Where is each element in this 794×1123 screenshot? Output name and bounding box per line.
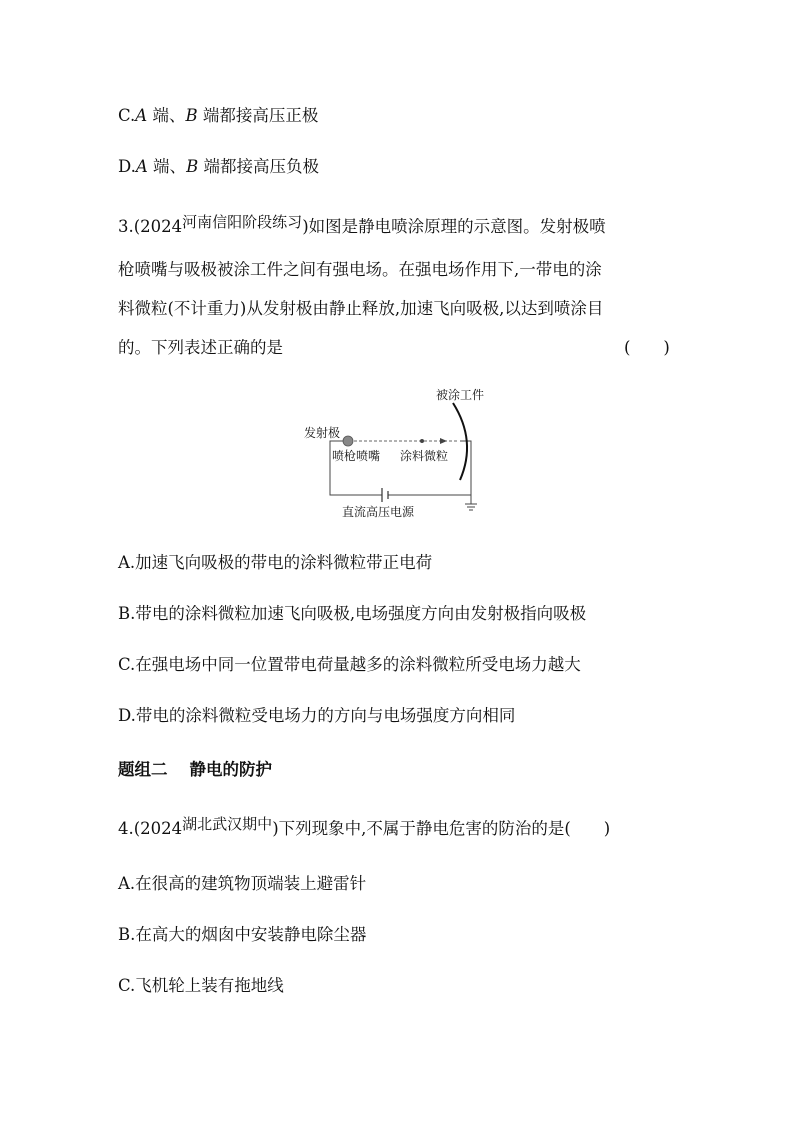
q4-option-a: A.在很高的建筑物顶端装上避雷针	[118, 874, 367, 893]
nozzle-label: 喷枪喷嘴	[332, 449, 381, 463]
q4-number: 4.(2024	[118, 819, 183, 838]
spray-diagram	[290, 380, 510, 522]
emitter-ball	[343, 436, 353, 446]
q3-option-d: D.带电的涂料微粒受电场力的方向与电场强度方向相同	[118, 706, 516, 725]
option-c-prev: C.A 端、B 端都接高压正极	[118, 106, 319, 125]
q3-stem-line2: 枪喷嘴与吸极被涂工件之间有强电场。在强电场作用下,一带电的涂	[118, 260, 602, 279]
q3-stem-line1: 3.(2024河南信阳阶段练习)如图是静电喷涂原理的示意图。发射极喷	[118, 213, 606, 236]
ground-icon	[465, 504, 477, 510]
q3-option-c: C.在强电场中同一位置带电荷量越多的涂料微粒所受电场力越大	[118, 655, 581, 674]
group-label: 题组二	[118, 760, 168, 779]
q3-answer-bracket: ( )	[624, 338, 670, 357]
q4-source: 湖北武汉期中	[182, 815, 273, 833]
particle-label: 涂料微粒	[400, 449, 449, 463]
group-title: 静电的防护	[189, 760, 272, 779]
arrow-icon	[440, 438, 447, 444]
q4-stem: 4.(2024湖北武汉期中)下列现象中,不属于静电危害的防治的是( )	[118, 815, 611, 838]
q4-option-b: B.在高大的烟囱中安装静电除尘器	[118, 925, 367, 944]
option-d-prev: D.A 端、B 端都接高压负极	[118, 157, 319, 176]
power-label: 直流高压电源	[342, 505, 415, 519]
group-heading	[118, 759, 272, 781]
q3-stem-line3: 料微粒(不计重力)从发射极由静止释放,加速飞向吸极,以达到喷涂目	[118, 299, 604, 318]
q4-option-c: C.飞机轮上装有拖地线	[118, 976, 284, 995]
q3-source: 河南信阳阶段练习	[182, 213, 303, 231]
workpiece-label: 被涂工件	[436, 388, 485, 402]
q3-option-b: B.带电的涂料微粒加速飞向吸极,电场强度方向由发射极指向吸极	[118, 604, 587, 623]
q3-stem-line4: 的。下列表述正确的是	[118, 338, 283, 357]
q3-option-a: A.加速飞向吸极的带电的涂料微粒带正电荷	[118, 553, 433, 572]
emitter-label: 发射极	[304, 426, 341, 440]
q3-number: 3.(2024	[118, 217, 183, 236]
particle-dot	[420, 439, 424, 443]
